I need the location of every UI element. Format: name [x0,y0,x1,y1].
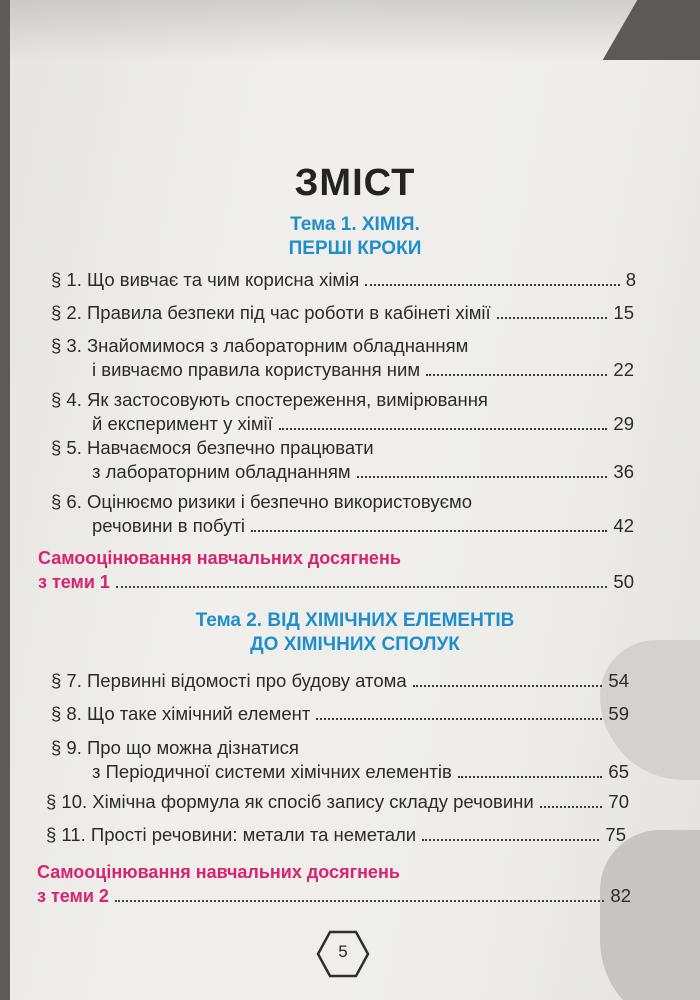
toc-entry-3[interactable] [51,334,634,382]
toc-entry-text: § 7. Первинні відомості про будову атома [51,670,407,691]
toc-entry-text: речовини в побуті [92,515,246,536]
page-title: ЗМІСТ [294,162,416,204]
toc-entry-1[interactable] [51,268,636,292]
toc-page-number: 82 [610,885,631,906]
leader-dots [115,886,604,902]
toc-entry-4[interactable] [51,388,634,436]
theme-1-line-2: ПЕРШІ КРОКИ [288,238,422,259]
toc-entry-text: § 10. Хімічна формула як спосіб запису складу речовини [46,791,534,812]
decorative-shape [600,830,700,1000]
theme-2-line-1: Тема 2. ВІД ХІМІЧНИХ ЕЛЕМЕНТІВ [195,610,515,631]
toc-page-number: 15 [613,302,634,323]
leader-dots [540,792,603,808]
toc-entry-text: § 8. Що таке хімічний елемент [51,703,311,724]
toc-entry-text: § 3. Знайомимося з лабораторним обладнанням [51,335,469,356]
toc-entry-text: § 9. Про що можна дізнатися [51,737,299,758]
toc-entry-6[interactable] [51,490,634,538]
toc-entry-text: § 5. Навчаємося безпечно працювати [51,437,374,458]
toc-entry-11[interactable] [46,823,626,847]
toc-entry-text: й експеримент у хімії [92,413,273,434]
toc-page-number: 29 [613,413,634,434]
toc-page-number: 54 [608,670,629,691]
toc-entry-8[interactable] [51,702,629,726]
page-number: 5 [338,942,348,961]
leader-dots [426,360,607,376]
toc-page-number: 59 [608,703,629,724]
toc-page-number: 50 [613,571,634,592]
toc-page-number: 70 [608,791,629,812]
leader-dots [458,762,603,778]
assessment-text: Самооцінювання навчальних досягнень [38,548,401,568]
toc-entry-9[interactable] [51,736,629,784]
assessment-text: Самооцінювання навчальних досягнень [37,862,400,882]
book-page [10,0,700,1000]
toc-entry-text: з Періодичної системи хімічних елементів [92,761,452,782]
assessment-text: з теми 2 [37,886,109,906]
leader-dots [413,671,603,687]
toc-page-number: 36 [613,461,634,482]
leader-dots [279,414,608,430]
leader-dots [116,572,607,588]
toc-page-number: 75 [605,824,626,845]
page-shadow [10,0,700,60]
self-assessment-theme-2[interactable] [37,860,631,908]
assessment-text: з теми 1 [38,572,110,592]
leader-dots [251,516,607,532]
toc-entry-10[interactable] [46,790,629,814]
toc-entry-text: § 2. Правила безпеки під час роботи в кабінеті хімії [51,302,491,323]
theme-1-heading [10,213,700,261]
toc-entry-text: § 1. Що вивчає та чим корисна хімія [51,269,360,290]
toc-page-number: 22 [613,359,634,380]
toc-page-number: 42 [613,515,634,536]
theme-2-heading [10,609,700,657]
toc-entry-text: і вивчаємо правила користування ним [92,359,421,380]
self-assessment-theme-1[interactable] [38,546,634,594]
toc-entry-text: § 6. Оцінюємо ризики і безпечно використовуємо [51,491,473,512]
toc-entry-text: § 11. Прості речовини: метали та неметали [46,824,417,845]
leader-dots [365,270,619,286]
theme-2-line-2: ДО ХІМІЧНИХ СПОЛУК [250,634,460,655]
toc-entry-text: § 4. Як застосовують спостереження, вимірювання [51,389,488,410]
toc-entry-2[interactable] [51,301,634,325]
leader-dots [316,704,602,720]
toc-page-number: 65 [608,761,629,782]
toc-entry-text: з лабораторним обладнанням [92,461,351,482]
toc-entry-7[interactable] [51,669,629,693]
leader-dots [357,462,608,478]
leader-dots [497,303,608,319]
toc-page-number: 8 [625,269,636,290]
toc-entry-5[interactable] [51,436,634,484]
leader-dots [422,825,599,841]
theme-1-line-1: Тема 1. ХІМІЯ. [290,214,420,235]
